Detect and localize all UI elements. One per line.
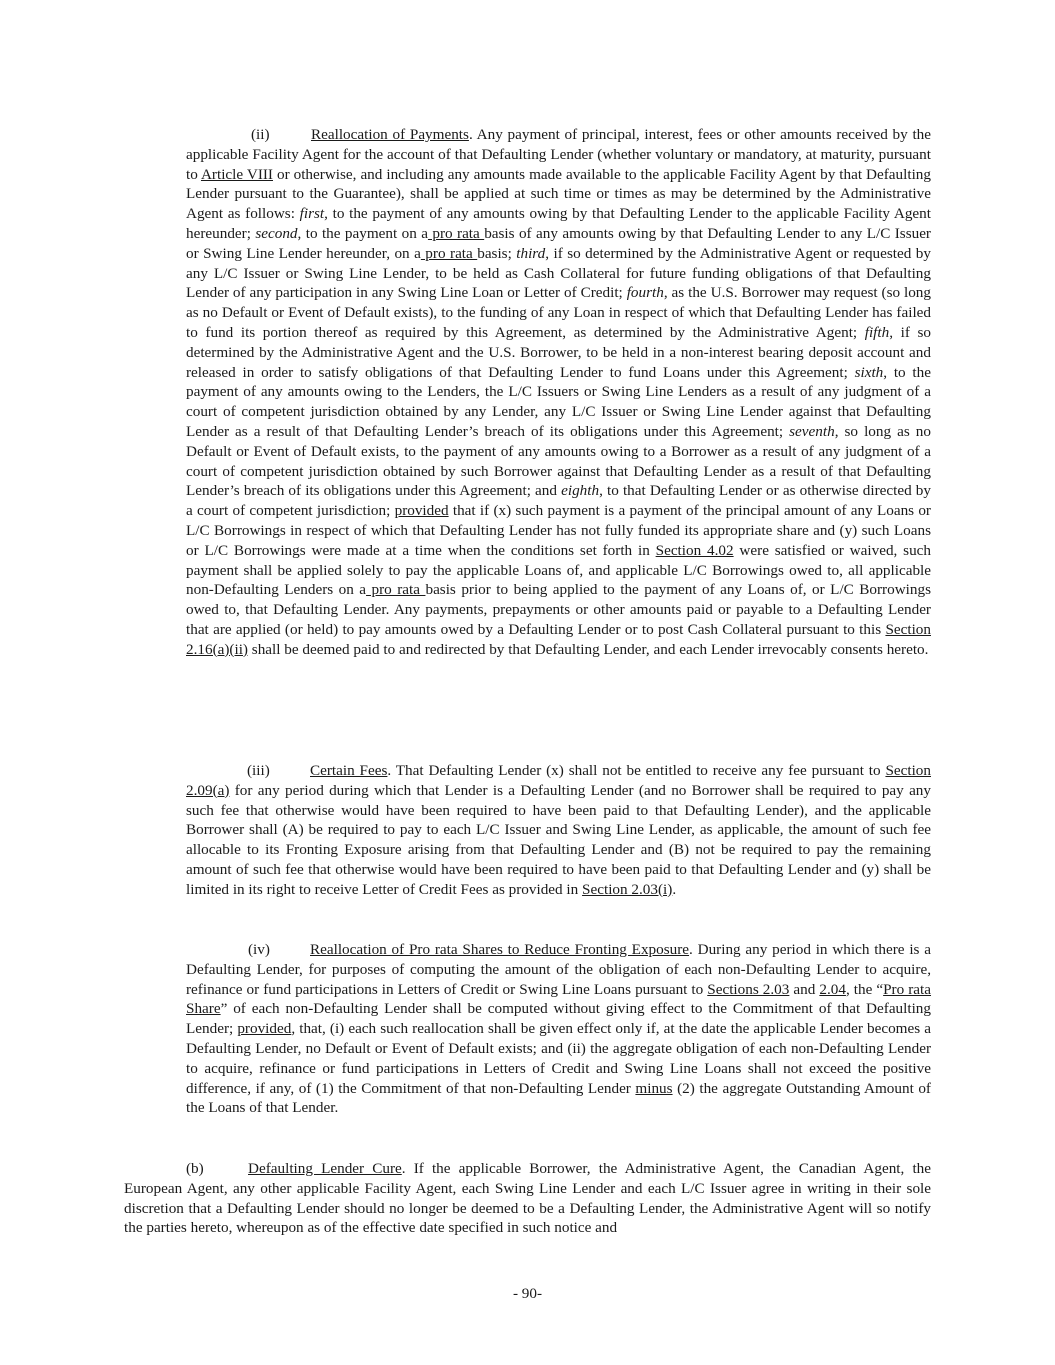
ordinal-term: second <box>255 224 298 242</box>
clause-label: (iii) <box>247 762 270 779</box>
clause-label: (ii) <box>251 126 270 143</box>
clause-heading: Reallocation of Payments <box>311 126 469 143</box>
paragraph-reallocation-of-payments <box>186 125 931 660</box>
clause-label: (iv) <box>248 941 270 958</box>
defined-term: pro rata <box>366 581 426 599</box>
clause-heading: Certain Fees <box>310 762 388 779</box>
text-run: . During any period in which there is a Defaulting Lender, for purposes of computing the amount of the obligation of each non-Defaulting Lender to acquire, refinance or fund participations in Letters of Credit or Swing Line Loans pursuant to <box>186 941 931 998</box>
text-run: , to that Defaulting Lender or as otherwise directed by a court of competent jurisdiction; <box>186 482 931 520</box>
text-run: . <box>672 880 677 898</box>
defined-term: pro rata <box>420 244 478 262</box>
paragraph-reallocation-of-pro-rata-shares <box>186 940 931 1118</box>
text-run: , that, (i) each such reallocation shall be given effect only if, at the date the applicable Lender becomes a Defaulting Lender, no Default or Event of Default exists; and (ii) the aggregate obligation of each non-Defaulting Lender to acquire, refinance or fund participations in Letters of Credit and Swing Line Loans shall not exceed the positive difference, if any, of (1) the Commitment of that non-Defaulting Lender <box>186 1020 931 1097</box>
text-run: . If the applicable Borrower, the Administrative Agent, the Canadian Agent, the European Agent, any other applicable Facility Agent, each Swing Line Lender and each L/C Issuer agree in writing in their sole discretion that a Defaulting Lender should no longer be deemed to be a Defaulting Lender, the Administrative Agent will so notify the parties hereto, whereupon as of the effective date specified in such notice and <box>124 1160 931 1237</box>
defined-term: provided <box>237 1020 292 1038</box>
ordinal-term: fourth <box>626 284 664 302</box>
cross-reference: Article VIII <box>200 165 273 183</box>
text-run: basis of any amounts owing by that Defaulting Lender to any L/C Issuer or Swing Line Lender hereunder, on a <box>186 224 931 262</box>
text-run: , to the payment of any amounts owing to the Lenders, the L/C Issuers or Swing Line Lenders as a result of any judgment of a court of competent jurisdiction obtained by any Lender, any L/C Issuer or Swing Line Lender against that Defaulting Lender as a result of that Defaulting Lender’s breach of its obligations under this Agreement; <box>186 363 931 440</box>
clause-heading: Defaulting Lender Cure <box>248 1160 402 1177</box>
page-number: - 90- <box>512 1285 543 1302</box>
text-run: basis; <box>477 244 517 262</box>
text-run: , the “ <box>845 980 884 998</box>
defined-term: provided <box>394 502 449 520</box>
text-run: (2) the aggregate Outstanding Amount of the Loans of that Lender. <box>186 1079 931 1117</box>
text-run: basis prior to being applied to the payment of any Loans of, or L/C Borrowings owed to, that Defaulting Lender. Any payments, prepayments or other amounts paid or payable to a Defaulting Lender that are applied (or held) to pay amounts owed by a Defaulting Lender or to post Cash Collateral pursuant to this <box>186 581 931 638</box>
text-run: . Any payment of principal, interest, fees or other amounts received by the applicable Facility Agent for the account of that Defaulting Lender (whether voluntary or mandatory, at maturity, pursuant to <box>186 126 932 183</box>
defined-term: Pro rata Share <box>186 980 932 1018</box>
ordinal-term: third <box>516 244 546 262</box>
clause-label: (b) <box>186 1160 204 1177</box>
text-run: or otherwise, and including any amounts made available to the applicable Facility Agent by that Defaulting Lender pursuant to the Guarantee), shall be applied at such time or times as may be determined by the Administrative Agent as follows: <box>186 165 931 223</box>
paragraph-certain-fees <box>186 761 931 900</box>
defined-term: pro rata <box>427 224 485 242</box>
text-run: ” of each non-Defaulting Lender shall be computed without giving effect to the Commitment of that Defaulting Lender; <box>186 1000 931 1038</box>
defined-term: minus <box>635 1079 673 1097</box>
clause-heading: Reallocation of Pro rata Shares to Reduce Fronting Exposure <box>310 941 690 958</box>
ordinal-term: eighth <box>561 482 600 500</box>
text-run: , as the U.S. Borrower may request (so long as no Default or Event of Default exists), to the funding of any Loan in respect of which that Defaulting Lender has failed to fund its portion thereof as required by this Agreement, as determined by the Administrative Agent; <box>186 284 931 341</box>
ordinal-term: seventh <box>789 422 835 440</box>
text-run: , to the payment of any amounts owing by that Defaulting Lender to the applicable Facility Agent hereunder; <box>186 205 931 242</box>
paragraph-defaulting-lender-cure <box>124 1159 931 1238</box>
text-run: , if so determined by the Administrative Agent and the U.S. Borrower, to be held in a non-interest bearing deposit account and released in order to satisfy obligations of that Defaulting Lender to fund Loans under this Agreement; <box>186 323 931 381</box>
text-run: that if (x) such payment is a payment of the principal amount of any Loans or L/C Borrowings in respect of which that Defaulting Lender has not fully funded its appropriate share and (y) such Loans or L/C Borrowings were made at a time when the conditions set forth in <box>186 502 931 559</box>
cross-reference: Section 2.16(a)(ii) <box>186 620 931 658</box>
ordinal-term: first <box>299 205 325 223</box>
text-run: and <box>789 980 820 998</box>
cross-reference: Section 4.02 <box>655 541 734 559</box>
text-run: , if so determined by the Administrative Agent or requested by any L/C Issuer or Swing Line Lender, to be held as Cash Collateral for future funding obligations of that Defaulting Lender of any participation in any Swing Line Loan or Letter of Credit; <box>186 244 931 302</box>
ordinal-term: sixth <box>854 363 884 381</box>
text-run: were satisfied or waived, such payment shall be applied solely to pay the applicable Loans of, and applicable L/C Borrowings owed to, all applicable non-Defaulting Lenders on a <box>186 541 931 599</box>
ordinal-term: fifth <box>864 323 890 341</box>
text-run: , so long as no Default or Event of Default exists, to the payment of any amounts owing to a Borrower as a result of any judgment of a court of competent jurisdiction obtained by such Borrower against that Defaulting Lender as a result of that Defaulting Lender’s breach of its obligations under this Agreement; and <box>186 422 931 500</box>
cross-reference: Section 2.03(i) <box>582 880 673 898</box>
text-run: , to the payment on a <box>297 224 428 242</box>
cross-reference: 2.04 <box>819 980 846 998</box>
text-run: shall be deemed paid to and redirected by that Defaulting Lender, and each Lender irrevocably consents hereto. <box>248 640 929 658</box>
cross-reference: Sections 2.03 <box>707 980 790 998</box>
text-run: . That Defaulting Lender (x) shall not be entitled to receive any fee pursuant to <box>387 762 886 779</box>
text-run: for any period during which that Lender is a Defaulting Lender (and no Borrower shall be required to pay any such fee that otherwise would have been required to have been paid to that Defaulting Lender), and the applicable Borrower shall (A) be required to pay to each L/C Issuer and Swing Line Lender, as applicable, the amount of such fee allocable to its Fronting Exposure arising from that Defaulting Lender and (B) not be required to pay the remaining amount of such fee that otherwise would have been required to have been paid to that Defaulting Lender and (y) shall be limited in its right to receive Letter of Credit Fees as provided in <box>186 781 931 898</box>
cross-reference: Section 2.09(a) <box>186 762 931 799</box>
